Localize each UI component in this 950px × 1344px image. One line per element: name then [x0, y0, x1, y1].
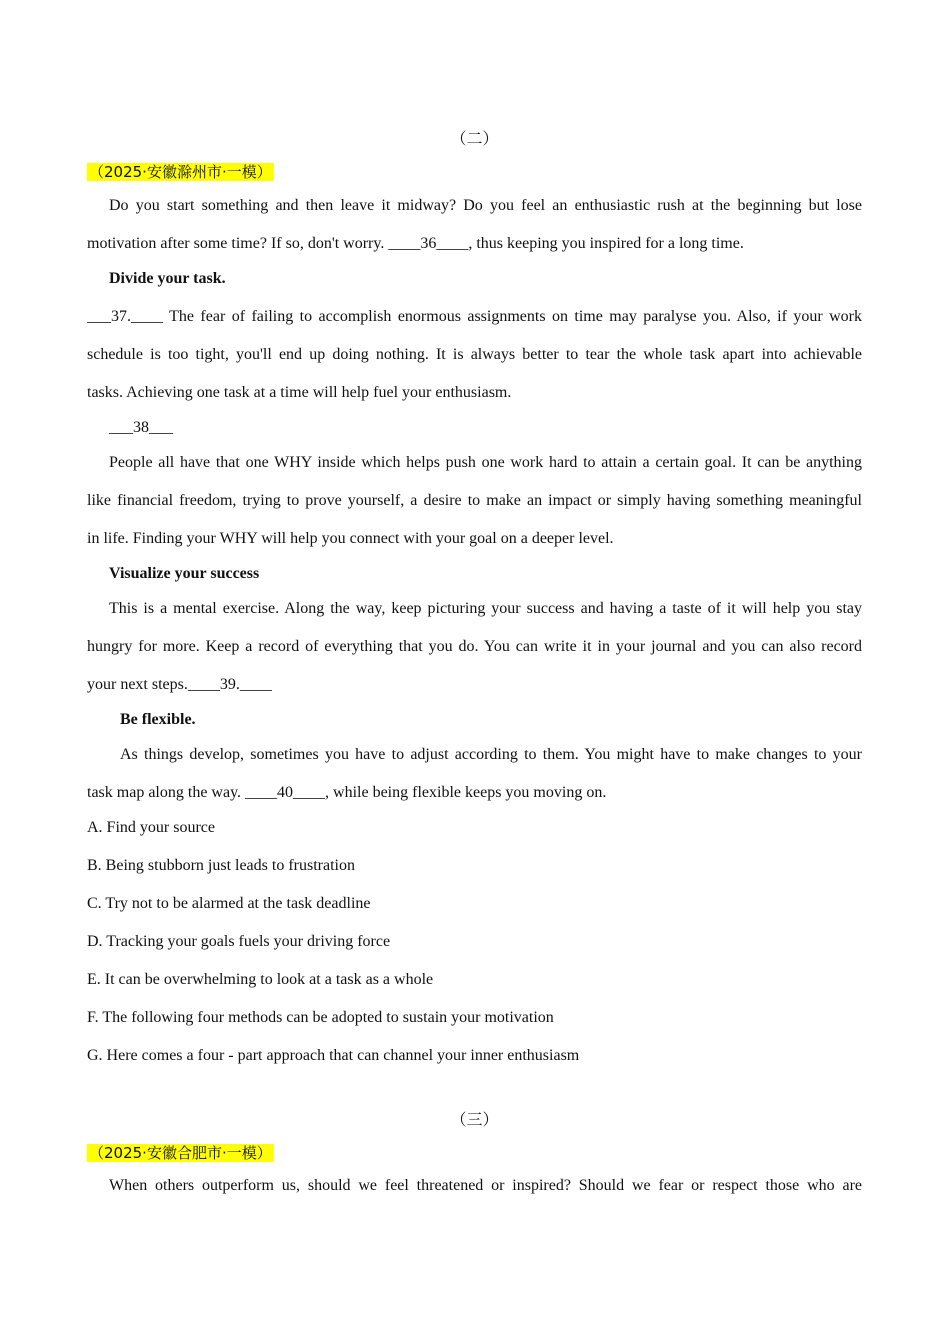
part1-line-1: ___37.____ The fear of failing to accomplish enormous assignments on time may paralyse you. Also, if your work — [87, 308, 862, 325]
part2-line-3: in life. Finding your WHY will help you connect with your goal on a deeper level. — [87, 530, 614, 547]
part2-line-1: People all have that one WHY inside which helps push one work hard to attain a certain goal. It can be anything — [109, 454, 862, 471]
option-g: G. Here comes a four - part approach that can channel your inner enthusiasm — [87, 1047, 580, 1064]
section-heading-2: （二） — [450, 131, 499, 148]
option-d: D. Tracking your goals fuels your driving force — [87, 933, 391, 950]
document-page — [87, 0, 862, 1344]
part-title-visualize: Visualize your success — [109, 565, 260, 582]
part1-line-2: schedule is too tight, you'll end up doing nothing. It is always better to tear the whole task apart into achievable — [87, 346, 862, 363]
intro-line-2: motivation after some time? If so, don't worry. ____36____, thus keeping you inspired for a long time. — [87, 235, 744, 252]
part4-line-2: task map along the way. ____40____, while being flexible keeps you moving on. — [87, 784, 607, 801]
source-highlight: （2025·安徽合肥市·一模） — [89, 1144, 272, 1162]
part3-line-3: your next steps.____39.____ — [87, 676, 272, 693]
part3-line-1: This is a mental exercise. Along the way, keep picturing your success and having a taste of it will help you stay — [109, 600, 862, 617]
part4-line-1: As things develop, sometimes you have to adjust according to them. You might have to make changes to your — [120, 746, 862, 763]
part-title-divide: Divide your task. — [109, 270, 226, 287]
source-tag-2 — [87, 162, 862, 183]
part-title-flexible: Be flexible. — [120, 711, 196, 728]
intro-line-1: Do you start something and then leave it midway? Do you feel an enthusiastic rush at the beginning but lose — [109, 197, 862, 214]
option-a: A. Find your source — [87, 819, 215, 836]
option-b: B. Being stubborn just leads to frustration — [87, 857, 355, 874]
source-tag-3 — [87, 1143, 862, 1164]
part1-line-3: tasks. Achieving one task at a time will help fuel your enthusiasm. — [87, 384, 512, 401]
option-f: F. The following four methods can be adopted to sustain your motivation — [87, 1009, 554, 1026]
source-highlight: （2025·安徽滁州市·一模） — [89, 163, 272, 181]
section-heading-3: （三） — [450, 1112, 499, 1129]
part3-line-2: hungry for more. Keep a record of everything that you do. You can write it in your journal and you can also record — [87, 638, 862, 655]
part2-line-2: like financial freedom, trying to prove yourself, a desire to make an impact or simply having something meaningful — [87, 492, 862, 509]
option-e: E. It can be overwhelming to look at a task as a whole — [87, 971, 434, 988]
part-title-blank-38: ___38___ — [109, 419, 173, 436]
section3-line-1: When others outperform us, should we feel threatened or inspired? Should we fear or respect those who are — [109, 1177, 862, 1194]
option-c: C. Try not to be alarmed at the task deadline — [87, 895, 371, 912]
